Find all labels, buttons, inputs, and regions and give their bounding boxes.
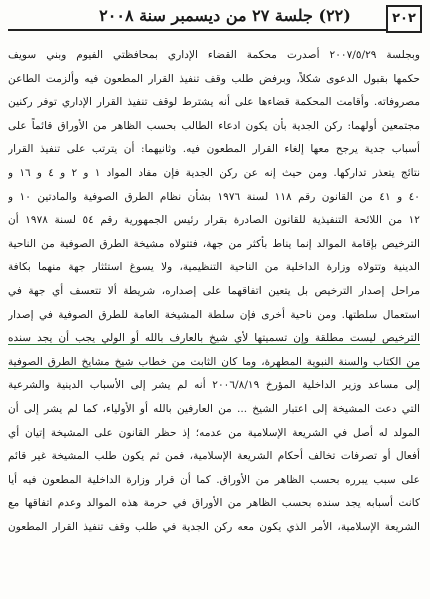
text-line: التي دعت المشيخة إلى اعتبار الشيخ ... من العارفين بالله أو الأولياء، كما لم يشر إلى أن xyxy=(8,402,420,415)
text-line: ٤٠ و ٤١ من القانون رقم ١١٨ لسنة ١٩٧٦ بشأن نظام الطرق الصوفية والمادتين ١٠ و xyxy=(8,190,420,203)
text-line: استعمال سلطتها. ومن ناحية أخرى فإن سلطة المشيخة العامة للطرق الصوفية في إصدار xyxy=(8,308,420,321)
judgment-text xyxy=(8,44,420,539)
text-line: نتائج يتعذر تداركها. ومن حيث إنه عن ركن الجدية فإن مفاد المواد ١ و ٢ و ٤ و ١٦ و xyxy=(8,166,420,179)
page-header xyxy=(8,5,422,31)
text-line: كانت أسبابه يجد سنده بحسب الظاهر من الأوراق في حرمة هذه الموالد وعدم اتفاقها مع xyxy=(8,497,420,510)
text-line: أسباب جدية يرجح معها إلغاء القرار المطعون فيه. وثانيهما: أن يترتب على تنفيذ القرار xyxy=(8,143,420,156)
text-line: إلى مساعد وزير الداخلية المؤرخ ٢٠٠٦/٨/١٩ أنه لم يشر إلى الأسباب الدينية والشرعية xyxy=(8,379,420,392)
highlighted-text-line xyxy=(8,351,420,375)
text-line: الترخيص بإقامة الموالد إنما يناط بأكثر من جهة، فتتولاه مشيخة الطرق الصوفية من الناحية xyxy=(8,237,420,250)
text-line: أفعال أو تصرفات تخالف أحكام الشريعة الإسلامية، فمن ثم يكون طلب المشيخة غير قائم xyxy=(8,450,420,463)
highlighted-text: الترخيص ليست مطلقة وإن تسميتها لأي شيخ بالعارف بالله أو الولي يجب أن يجد سنده xyxy=(8,332,420,345)
text-line: مصروفاته. وأقامت المحكمة قضاءها على أنه يشترط لوقف تنفيذ القرار الإداري توفر ركنين xyxy=(8,96,420,109)
highlighted-text-line xyxy=(8,327,420,351)
session-title: (٢٢) جلسة ٢٧ من ديسمبر سنة ٢٠٠٨ xyxy=(99,6,351,25)
text-line: على سبب يبرره بحسب الظاهر من الأوراق. كما أن قرار وزارة الداخلية المطعون فيه أيا xyxy=(8,473,420,486)
header-rule xyxy=(8,29,386,31)
text-line: الدينية وتتولاه وزارة الداخلية من الناحية التنظيمية، ولا يسوغ استئثار جهة منهما بكافة xyxy=(8,261,420,274)
text-line: حكمها بقبول الدعوى شكلاً، وبرفض طلب وقف تنفيذ القرار المطعون فيه وألزمت الطاعن xyxy=(8,72,420,85)
text-line: مجتمعين أولهما: ركن الجدية بأن يكون ادعاء الطالب بحسب الظاهر من الأوراق قائماً على xyxy=(8,119,420,132)
text-line: المولد له أصل في الشريعة الإسلامية من عدمه؛ إذ حظر القانون على المشيخة إتيان أي xyxy=(8,426,420,439)
text-line: مراحل إصدار الترخيص بل يتعين اتفاقهما على إصداره، شريطة ألا تتعسف أي جهة في xyxy=(8,284,420,297)
highlighted-text: من الكتاب والسنة النبوية المطهرة، وما كان الثابت من خطاب شيخ مشايخ الطرق الصوفية xyxy=(8,355,420,368)
text-line: وبجلسة ٢٠٠٧/٥/٢٩ أصدرت محكمة القضاء الإداري بمحافظتي الفيوم وبني سويف xyxy=(8,49,420,61)
text-line: الشريعة الإسلامية، الأمر الذي يكون معه ركن الجدية في طلب وقف تنفيذ القرار المطعون xyxy=(8,520,420,533)
page-number: ٢٠٢ xyxy=(386,5,422,33)
text-line: ١٢ من اللائحة التنفيذية للقانون الصادرة بقرار رئيس الجمهورية رقم ٥٤ لسنة ١٩٧٨ أن xyxy=(8,214,420,227)
